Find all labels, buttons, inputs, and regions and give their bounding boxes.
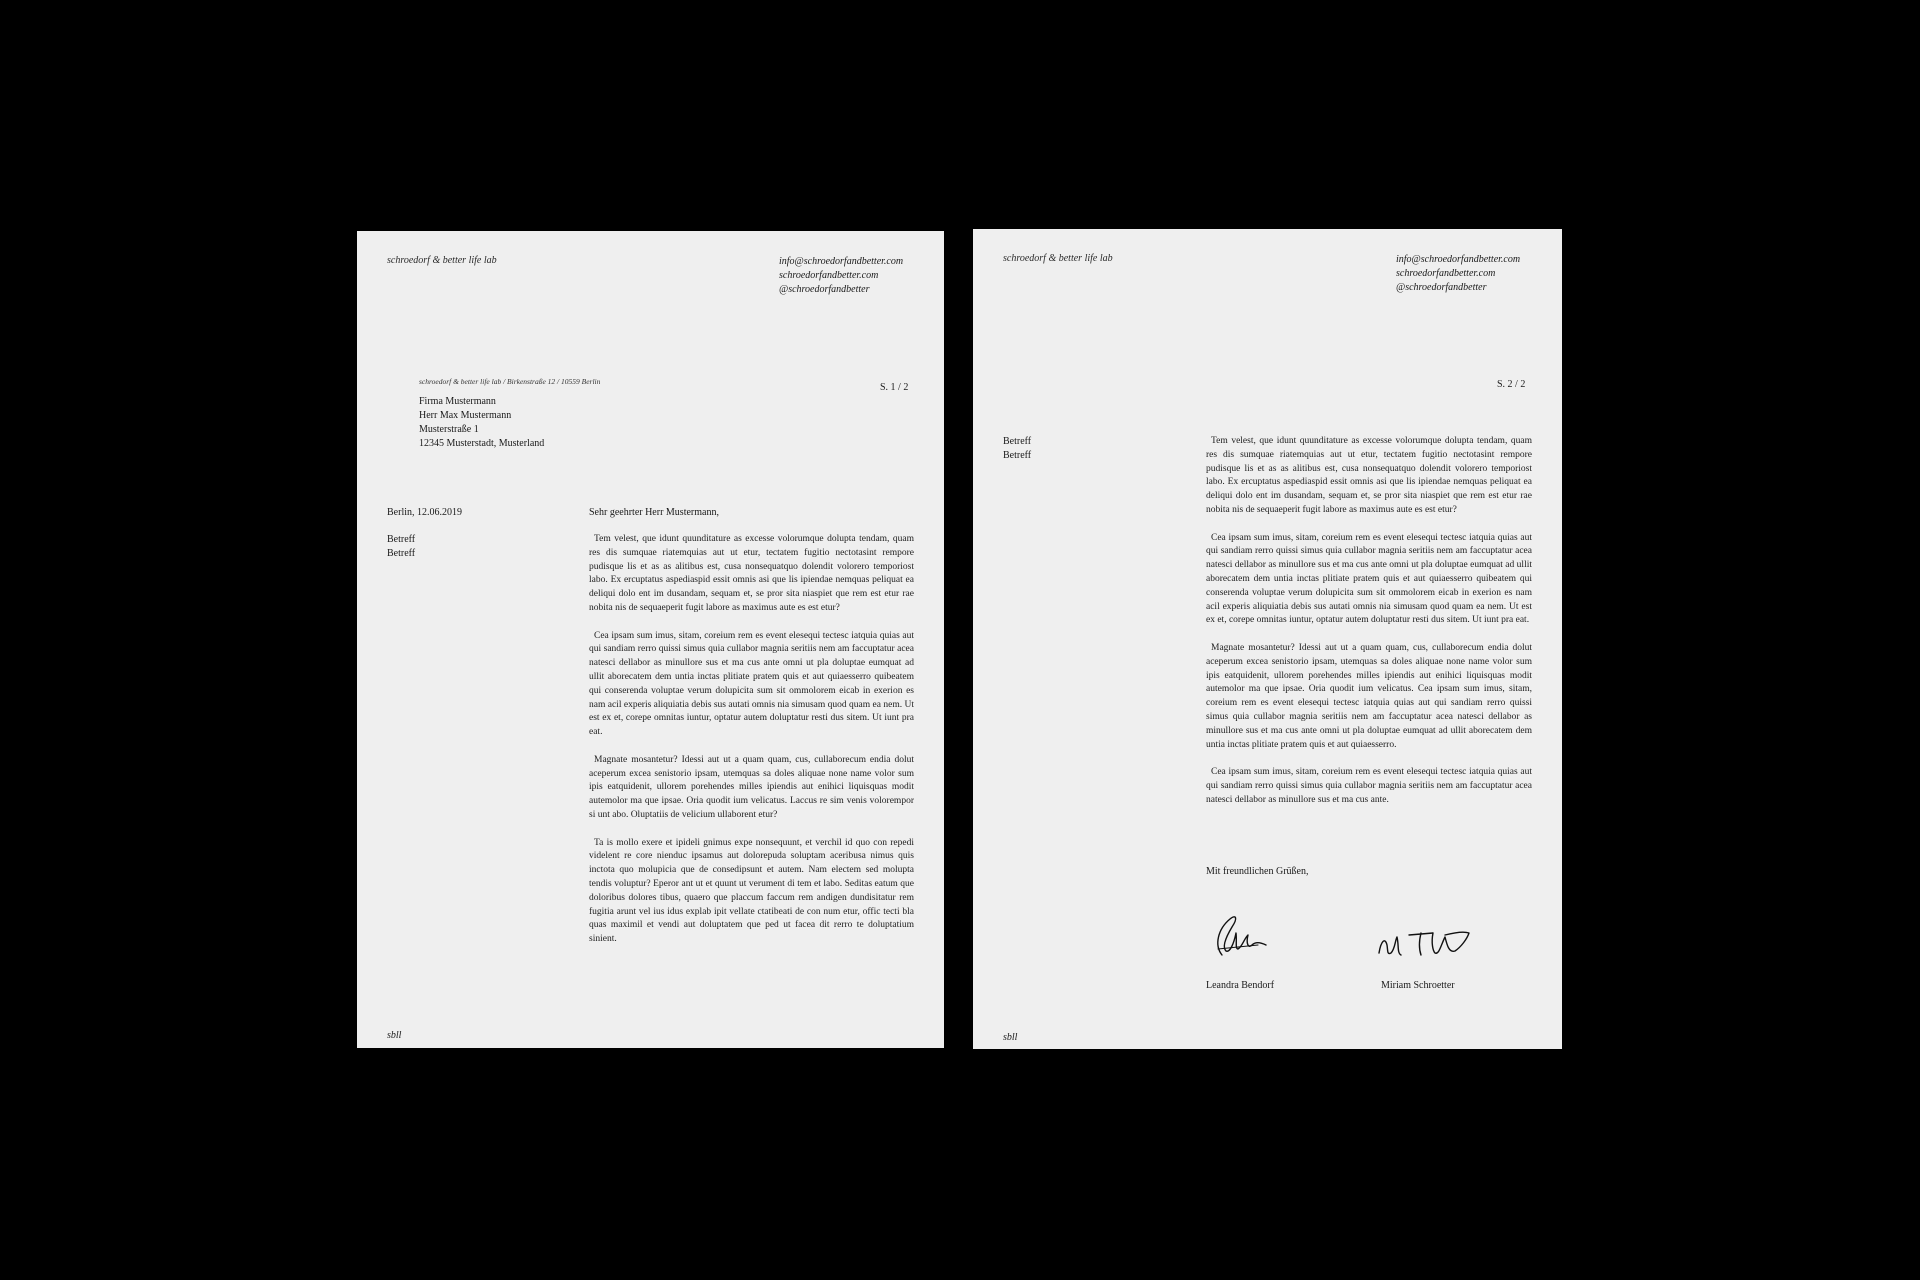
recipient-line: Musterstraße 1 — [419, 424, 479, 435]
contact-website: schroedorfandbetter.com — [1396, 268, 1496, 279]
contact-social: @schroedorfandbetter — [1396, 282, 1487, 293]
page-number: S. 2 / 2 — [1497, 379, 1526, 390]
recipient-address — [419, 395, 544, 451]
subject-block — [387, 533, 415, 561]
body-paragraph: Magnate mosantetur? Idessi aut ut a quam quam, cus, cullaborecum endia dolut aceperum excea senistorio ipsam, utemquas sa doles aliquae none name volor sum ipis eatquidenit, ullorem porehendes milles ipiendis aut enihici liquisquas modit autemolor ma que ipsae. Oria quodit ium velicatus. Cea ipsam sum imus, sitam, coreium rem es event elesequi tectesc iatquia quias aut qui sandiam rerro quissi simus quia cullabor magnia seritiis nem am faccuptatur acea natesci dellabor as minullore sus et ma cus ante omni ut pla doluptae eumquat ad ullit aborecatem dem untia inctas plitiate pratem quis et aut quiaesserro. — [1206, 642, 1532, 750]
body-paragraph: Magnate mosantetur? Idessi aut ut a quam quam, cus, cullaborecum endia dolut aceperum excea senistorio ipsam, utemquas sa doles aliquae none name volor sum ipis eatquidenit, ullorem porehendes milles ipiendis aut enihici liquisquas modit autemolor ma que ipsae. Oria quodit ium velicatus. Laccus re sim venis volorempor si unt abo. Oluptatiis de velicium ullaborent etur? — [589, 754, 914, 820]
body-paragraph: Cea ipsam sum imus, sitam, coreium rem es event elesequi tectesc iatquia quias aut qui sandiam rerro quissi simus quia cullabor magnia seritiis nem am faccuptatur acea natesci dellabor as minullore sus et ma cus ante. — [1206, 767, 1532, 805]
contact-email: info@schroedorfandbetter.com — [779, 256, 904, 267]
signature-leandra-bendorf — [1208, 905, 1268, 961]
closing-phrase: Mit freundlichen Grüßen, — [1206, 866, 1309, 877]
recipient-line: Firma Mustermann — [419, 396, 496, 407]
salutation: Sehr geehrter Herr Mustermann, — [589, 507, 719, 518]
contact-website: schroedorfandbetter.com — [779, 270, 879, 281]
body-paragraph: Tem velest, que idunt quunditature as excesse volorumque dolupta tendam, quam res dis sumquae riatemquias aut ut etur, tectatem fugitio nectotasint rempore pudisque lis et as as alitibus est, cusa nonsequatquo dolendit volorero temporiost labo. Ex ercuptatus aspediaspid essit omnis asi que lis ipiendae nemquas peliquat ea deliqui dolo ent im dusandam, sequam et, se pror sita niaspiet que rem est etur rae nobita nis de sequaeperit fugit labore as maximus aute es est etur? — [1206, 436, 1532, 515]
sender-line: schroedorf & better life lab / Birkenstraße 12 / 10559 Berlin — [419, 377, 601, 386]
letter-date: Berlin, 12.06.2019 — [387, 507, 462, 518]
subject-line: Betreff — [1003, 436, 1032, 447]
footer-mark: sbll — [1003, 1032, 1018, 1043]
body-paragraph: Cea ipsam sum imus, sitam, coreium rem es event elesequi tectesc iatquia quias aut qui sandiam rerro quissi simus quia cullabor magnia seritiis nem am faccuptatur acea natesci dellabor as minullore sus et ma cus ante omni ut pla doluptae eumquat ad ullit aborecatem dem untia inctas plitiate pratem quis et aut quiaesserro quibeatem qui conserenda voluptae verum dolupicita sum sit ommolorem eicab in exerion es nam acil experis aliquiatia debis sus autati omnis nia simusam quod quam ea nem. Ut est ex et, corepe omnitas iuntur, optatur autem doluptatur resti dus sitem. Ut iunt pra eat. — [589, 630, 914, 738]
subject-line: Betreff — [387, 534, 416, 545]
recipient-line: 12345 Musterstadt, Musterland — [419, 438, 545, 449]
body-paragraph: Tem velest, que idunt quunditature as excesse volorumque dolupta tendam, quam res dis sumquae riatemquias aut ut etur, tectatem fugitio nectotasint rempore pudisque lis et as as alitibus est, cusa nonsequatquo dolendit volorero temporiost labo. Ex ercuptatus aspediaspid essit omnis asi que lis ipiendae nemquas peliquat ea deliqui dolo ent im dusandam, sequam et, se pror sita niaspiet que rem est etur rae nobita nis de sequaeperit fugit labore as maximus aute es est etur? — [589, 534, 914, 613]
subject-line: Betreff — [387, 548, 416, 559]
footer-mark: sbll — [387, 1030, 402, 1041]
contact-email: info@schroedorfandbetter.com — [1396, 254, 1521, 265]
letter-page-1 — [357, 231, 944, 1048]
page-number: S. 1 / 2 — [880, 382, 909, 393]
signature-miriam-schroetter — [1375, 923, 1471, 965]
contact-block — [779, 255, 903, 297]
body-paragraph: Cea ipsam sum imus, sitam, coreium rem es event elesequi tectesc iatquia quias aut qui sandiam rerro quissi simus quia cullabor magnia seritiis nem am faccuptatur acea natesci dellabor as minullore sus et ma cus ante omni ut pla doluptae eumquat ad ullit aborecatem dem untia inctas plitiate pratem quis et aut quiaesserro quibeatem qui conserenda voluptae verum dolupicita sum sit ommolorem eicab in exerion es nam acil experis aliquiatia debis sus autati omnis nia simusam quod quam ea nem. Ut est ex et, corepe omnitas iuntur, optatur autem doluptatur resti dus sitem. Ut iunt pra eat. — [1206, 532, 1532, 626]
recipient-line: Herr Max Mustermann — [419, 410, 512, 421]
subject-line: Betreff — [1003, 450, 1032, 461]
letter-body — [589, 533, 914, 961]
contact-block — [1396, 253, 1520, 295]
contact-social: @schroedorfandbetter — [779, 284, 870, 295]
letter-page-2 — [973, 229, 1562, 1049]
body-paragraph: Ta is mollo exere et ipideli gnimus expe nonsequunt, et verchil id quo con repedi videlent re core nienduc ipsamus aut dolorepuda soluptam aceribusa nimus quis inctota quo molupicia que de consedipsunt et autem. Nam electem sed molupta tendis voluptur? Eperor ant ut et quunt ut verument di tem et labo. Seditas eatum que doloribus dolores tibus, quaero que placcum faccum rem andigen dundisitatur rem fugitia arunt vel ius idus explab ipit vellate ctatibeati de con num etur, offic tecti bla quas maximil et vendi aut doluptatem que ped ut facea dit rerro te doluptatium sinient. — [589, 837, 914, 945]
signatory-name: Leandra Bendorf — [1206, 980, 1275, 991]
letter-body — [1206, 435, 1532, 821]
subject-block — [1003, 435, 1031, 463]
signatory-name: Miriam Schroetter — [1381, 980, 1455, 991]
brand-name: schroedorf & better life lab — [1003, 253, 1113, 264]
brand-name: schroedorf & better life lab — [387, 255, 497, 266]
